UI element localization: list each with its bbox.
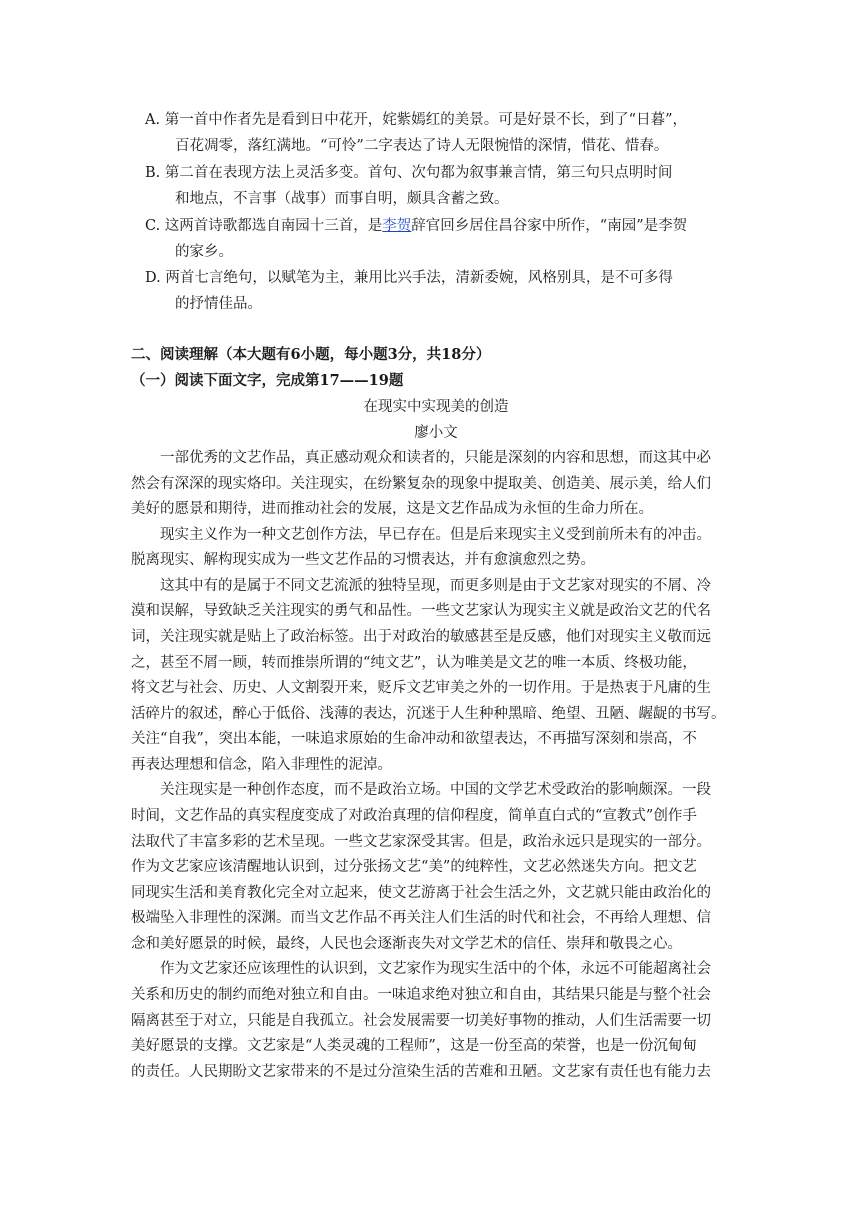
article-line: 再表达理想和信念，陷入非理性的泥淖。 <box>131 757 392 773</box>
option-c-line1 <box>131 213 755 239</box>
article-line: 之，甚至不屑一顾，转而推崇所谓的“纯文艺”，认为唯美是文艺的唯一本质、终极功能， <box>131 655 697 671</box>
option-c-text-post: 辞官回乡居住昌谷家中所作，“南园”是李贺 <box>411 218 688 234</box>
article-line: 极端坠入非理性的深渊。而当文艺作品不再关注人们生活的时代和社会，不再给人理想、信 <box>131 910 711 926</box>
article-title: 在现实中实现美的创造 <box>363 399 509 415</box>
article-line: 的责任。人民期盼文艺家带来的不是过分渲染生活的苦难和丑陋。文艺家有责任也有能力去 <box>131 1064 711 1080</box>
article-line: 词，关注现实就是贴上了政治标签。出于对政治的敏感甚至是反感，他们对现实主义敬而远 <box>131 629 711 645</box>
article-line: 时间，文艺作品的真实程度变成了对政治真理的信仰程度，简单直白式的“宣教式”创作手 <box>131 808 697 824</box>
article-line: 法取代了丰富多彩的艺术呈现。一些文艺家深受其害。但是，政治永远只是现实的一部分。 <box>131 834 711 850</box>
article-line: 漠和误解，导致缺乏关注现实的勇气和品性。一些文艺家认为现实主义就是政治文艺的代名 <box>131 603 711 619</box>
article-line: 这其中有的是属于不同文艺流派的独特呈现，而更多则是由于文艺家对现实的不屑、冷 <box>160 578 711 594</box>
section-subheading: （一）阅读下面文字，完成第17——19题 <box>131 372 404 389</box>
article-line: 然会有深深的现实烙印。关注现实，在纷繁复杂的现象中提取美、创造美、展示美，给人们 <box>131 476 711 492</box>
article-line: 一部优秀的文艺作品，真正感动观众和读者的，只能是深刻的内容和思想，而这其中必 <box>160 450 711 466</box>
article-line: 关系和历史的制约而绝对独立和自由。一味追求绝对独立和自由，其结果只能是与整个社会 <box>131 987 711 1003</box>
option-b-line1: B. 第二首在表现方法上灵活多变。首句、次句都为叙事兼言情，第三句只点明时间 <box>145 165 673 181</box>
article-line: 同现实生活和美育教化完全对立起来，使文艺游离于社会生活之外，文艺就只能由政治化的 <box>131 885 711 901</box>
section-heading: 二、阅读理解（本大题有6小题，每小题3分，共18分） <box>131 346 491 363</box>
article-line: 关注现实是一种创作态度，而不是政治立场。中国的文学艺术受政治的影响颇深。一段 <box>160 782 711 798</box>
article-line: 作为文艺家应该清醒地认识到，过分张扬文艺“美”的纯粹性，文艺必然迷失方向。把文艺 <box>131 859 697 875</box>
article-line: 关注“自我”，突出本能，一味追求原始的生命冲动和欲望表达，不再描写深刻和崇高，不 <box>131 731 697 747</box>
option-a-line2: 百花凋零，落红满地。“可怜”二字表达了诗人无限惋惜的深情，惜花、惜春。 <box>175 138 669 154</box>
article-line: 隔离甚至于对立，只能是自我孤立。社会发展需要一切美好事物的推动，人们生活需要一切 <box>131 1013 711 1029</box>
article-line: 美好愿景的支撑。文艺家是“人类灵魂的工程师”，这是一份至高的荣誉，也是一份沉甸甸 <box>131 1038 697 1054</box>
option-c-text-pre: C. 这两首诗歌都选自南园十三首，是 <box>145 218 383 234</box>
option-d-line1: D. 两首七言绝句，以赋笔为主，兼用比兴手法，清新委婉，风格别具，是不可多得 <box>145 270 673 286</box>
li-he-link[interactable]: 李贺 <box>382 218 412 234</box>
option-a-line1: A. 第一首中作者先是看到日中花开，姹紫嫣红的美景。可是好景不长，到了“日暮”， <box>145 112 688 128</box>
article-line: 现实主义作为一种文艺创作方法，早已存在。但是后来现实主义受到前所未有的冲击。 <box>160 527 711 543</box>
option-d-line2: 的抒情佳品。 <box>175 296 262 312</box>
article-line: 活碎片的叙述，醉心于低俗、浅薄的表达，沉迷于人生种种黑暗、绝望、丑陋、龌龊的书写。 <box>131 706 726 722</box>
article-line: 作为文艺家还应该理性的认识到，文艺家作为现实生活中的个体，永远不可能超离社会 <box>160 961 711 977</box>
article-author: 廖小文 <box>414 425 458 441</box>
article-line: 脱离现实、解构现实成为一些文艺作品的习惯表达，并有愈演愈烈之势。 <box>131 552 595 568</box>
option-b-line2: 和地点，不言事（战事）而事自明，颇具含蓄之致。 <box>175 191 509 207</box>
article-line: 念和美好愿景的时候，最终，人民也会逐渐丧失对文学艺术的信任、崇拜和敬畏之心。 <box>131 936 682 952</box>
article-line: 美好的愿景和期待，进而推动社会的发展，这是文艺作品成为永恒的生命力所在。 <box>131 501 653 517</box>
article-line: 将文艺与社会、历史、人文割裂开来，贬斥文艺审美之外的一切作用。于是热衷于凡庸的生 <box>131 680 711 696</box>
option-c-line2: 的家乡。 <box>175 244 233 260</box>
